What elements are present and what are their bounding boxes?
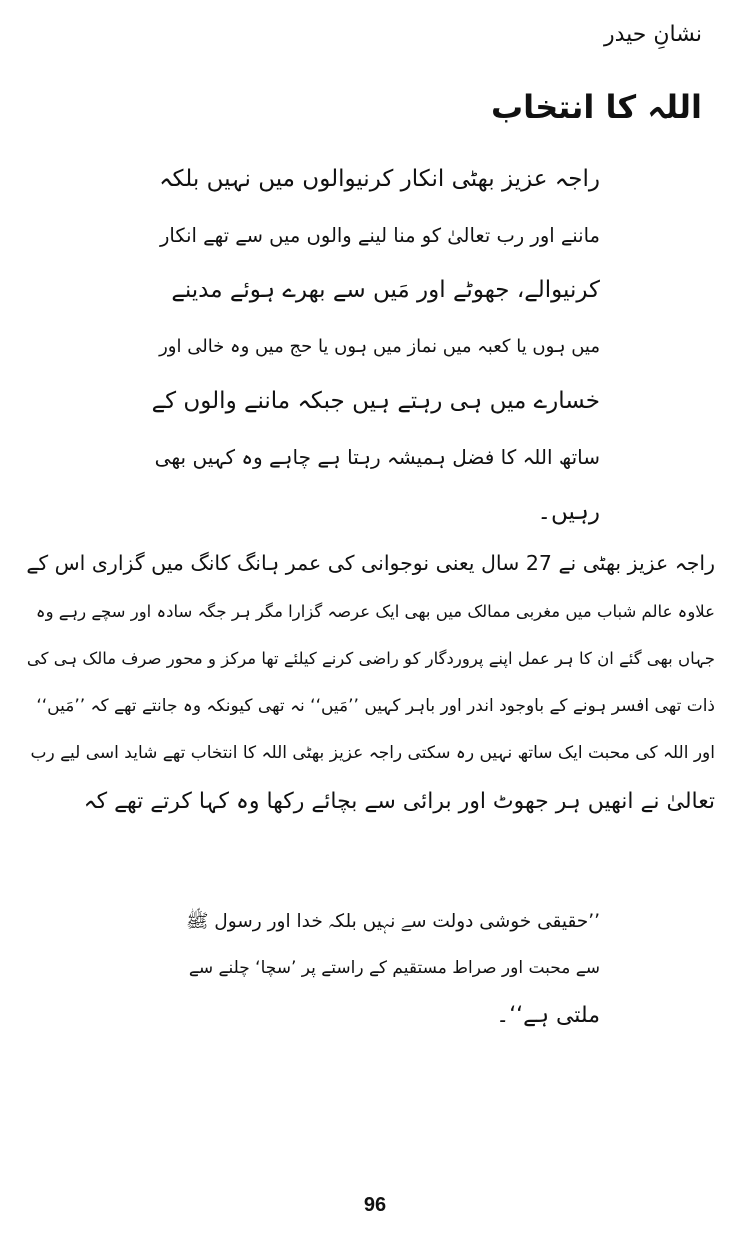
section-title: اللہ کا انتخاب <box>491 88 702 126</box>
text-line: خسارے میں ہی رہتے ہیں جبکہ ماننے والوں کے <box>151 388 600 414</box>
text-line: ذات تھی افسر ہونے کے باوجود اندر اور باہر کہیں ’’مَیں‘‘ نہ تھی کیونکہ وہ جانتے تھے کہ ’’مَیں‘‘ <box>36 695 715 716</box>
text-line: ماننے اور رب تعالیٰ کو منا لینے والوں میں سے تھے انکار <box>160 223 600 247</box>
text-line: رہیں۔ <box>537 499 600 525</box>
text-line: کرنیوالے، جھوٹے اور مَیں سے بھرے ہوئے مدینے <box>171 277 600 303</box>
running-header: نشانِ حیدر <box>603 22 702 47</box>
text-line: راجہ عزیز بھٹی نے 27 سال یعنی نوجوانی کی عمر ہانگ کانگ میں گزاری اس کے <box>26 551 715 575</box>
text-line: ملتی ہے‘‘۔ <box>496 1003 600 1028</box>
text-line: ساتھ اللہ کا فضل ہمیشہ رہتا ہے چاہے وہ کہیں بھی <box>154 444 600 469</box>
page-number: 96 <box>363 1194 387 1216</box>
text-line: ’’حقیقی خوشی دولت سے نہیں بلکہ خدا اور رسول ﷺ <box>186 911 600 932</box>
text-line: علاوہ عالم شباب میں مغربی ممالک میں بھی ایک عرصہ گزارا مگر ہر جگہ سادہ اور سچے رہے وہ <box>35 601 715 621</box>
text-line: اور اللہ کی محبت ایک ساتھ نہیں رہ سکتی راجہ عزیز بھٹی اللہ کا انتخاب تھے شاید اسی لیے رب <box>30 743 715 763</box>
intro-passage <box>150 152 600 541</box>
text-line: تعالیٰ نے انھیں ہر جھوٹ اور برائی سے بچائے رکھا وہ کہا کرتے تھے کہ <box>83 788 715 814</box>
text-line: میں ہوں یا کعبہ میں نماز میں ہوں یا حج میں وہ خالی اور <box>159 335 600 357</box>
body-paragraph <box>25 540 715 825</box>
text-line: سے محبت اور صراط مستقیم کے راستے پر ’سچا‘ چلنے سے <box>188 958 600 978</box>
text-line: جہاں بھی گئے ان کا ہر عمل اپنے پروردگار کو راضی کرنے کیلئے تھا مرکز و محور صرف مالک ہی کی <box>26 649 715 668</box>
quotation-block <box>180 898 600 1039</box>
text-line: راجہ عزیز بھٹی انکار کرنیوالوں میں نہیں بلکہ <box>159 166 600 192</box>
